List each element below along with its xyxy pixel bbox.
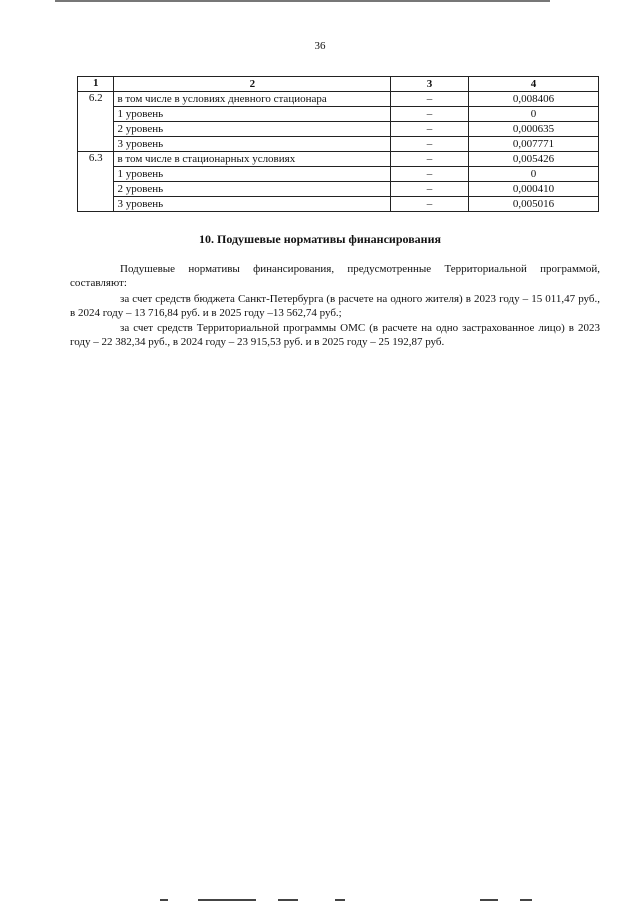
table-row [78,122,599,137]
table-header-row [78,77,599,92]
row-col3: – [391,152,469,167]
row-label: 2 уровень [114,182,391,197]
oms-paragraph: за счет средств Территориальной программы ОМС (в расчете на одно застрахованное лицо) в 2023 году – 22 382,34 руб., в 2024 году – 23 915,53 руб. и в 2025 году – 25 192,87 руб. [70,322,600,348]
row-label: 2 уровень [114,122,391,137]
row-label: в том числе в условиях дневного стационара [114,92,391,107]
header-col-1: 1 [78,77,114,92]
page-number: 36 [314,40,326,52]
table-row [78,92,599,107]
table-row [78,167,599,182]
bottom-scan-marks [160,897,580,903]
row-col3: – [391,182,469,197]
row-value: 0,005426 [468,152,598,167]
row-col3: – [391,122,469,137]
table-row [78,182,599,197]
norms-table [77,76,599,212]
row-value: 0,007771 [468,137,598,152]
row-value: 0 [468,107,598,122]
row-col3: – [391,137,469,152]
row-col3: – [391,92,469,107]
row-col3: – [391,167,469,182]
row-label: 3 уровень [114,197,391,212]
row-label: 1 уровень [114,167,391,182]
row-value: 0 [468,167,598,182]
row-label: в том числе в стационарных условиях [114,152,391,167]
row-label: 1 уровень [114,107,391,122]
row-value: 0,000635 [468,122,598,137]
budget-paragraph: за счет средств бюджета Санкт-Петербурга (в расчете на одного жителя) в 2023 году – 15 011,47 руб., в 2024 году – 13 716,84 руб. и в 2025 году –13 562,74 руб.; [70,293,600,319]
header-col-3: 3 [391,77,469,92]
table-row [78,152,599,167]
intro-paragraph: Подушевые нормативы финансирования, предусмотренные Территориальной программой, составляют: [70,263,600,289]
section-title: 10. Подушевые нормативы финансирования [199,232,441,246]
table-row [78,107,599,122]
table-row [78,197,599,212]
header-col-2: 2 [114,77,391,92]
table-row [78,137,599,152]
row-value: 0,005016 [468,197,598,212]
row-label: 3 уровень [114,137,391,152]
header-col-4: 4 [468,77,598,92]
row-col3: – [391,197,469,212]
row-col3: – [391,107,469,122]
row-value: 0,008406 [468,92,598,107]
top-scan-line [55,0,550,2]
row-value: 0,000410 [468,182,598,197]
row-number: 6.2 [78,92,114,152]
row-number: 6.3 [78,152,114,212]
